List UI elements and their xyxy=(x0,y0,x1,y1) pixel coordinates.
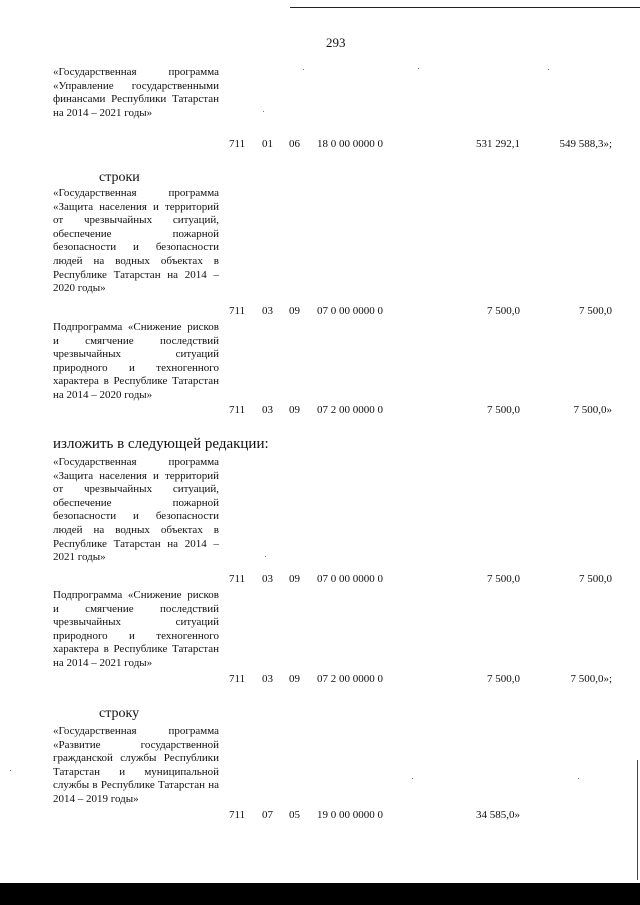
target-item-code: 07 2 00 0000 0 xyxy=(317,404,383,416)
subsection-code: 05 xyxy=(289,809,300,821)
entry-description: «Государственная программа «Защита населения и территорий от чрезвычайных ситуаций, обеспечение пожарной безопасности и безопасности людей на водных объектах в Республике Татарстан на 2014 – 2020 годы» xyxy=(53,187,219,295)
entry-description: Подпрограмма «Снижение рисков и смягчение последствий чрезвычайных ситуаций природного и техногенного характера в Республике Татарстан на 2014 – 2020 годы» xyxy=(53,321,219,401)
scan-speck xyxy=(548,69,549,70)
amount-1: 7 500,0 xyxy=(487,573,520,585)
entry-description: «Государственная программа «Управление государственными финансами Республики Татарстан на 2014 – 2021 годы» xyxy=(53,66,219,119)
adm-code: 711 xyxy=(229,673,246,685)
amount-2: 7 500,0» xyxy=(573,404,612,416)
section-code: 03 xyxy=(262,573,273,585)
scan-speck xyxy=(265,556,266,557)
amount-1: 531 292,1 xyxy=(476,138,520,150)
scan-speck xyxy=(412,778,413,779)
amount-2: 7 500,0 xyxy=(579,573,612,585)
section-code: 03 xyxy=(262,305,273,317)
adm-code: 711 xyxy=(229,138,246,150)
amount-2: 549 588,3»; xyxy=(559,138,612,150)
page-number: 293 xyxy=(326,35,346,50)
section-heading: строки xyxy=(99,170,140,185)
table-row xyxy=(0,573,640,587)
target-item-code: 07 0 00 0000 0 xyxy=(317,305,383,317)
table-row xyxy=(0,305,640,319)
scan-speck xyxy=(10,770,11,771)
section-heading: строку xyxy=(99,706,140,721)
subsection-code: 09 xyxy=(289,673,300,685)
amount-1: 34 585,0» xyxy=(476,809,520,821)
adm-code: 711 xyxy=(229,404,246,416)
target-item-code: 07 0 00 0000 0 xyxy=(317,573,383,585)
table-row xyxy=(0,404,640,418)
scan-speck xyxy=(303,69,304,70)
subsection-code: 09 xyxy=(289,573,300,585)
target-item-code: 19 0 00 0000 0 xyxy=(317,809,383,821)
scan-speck xyxy=(418,68,419,69)
subsection-code: 06 xyxy=(289,138,300,150)
amount-1: 7 500,0 xyxy=(487,673,520,685)
scan-speck xyxy=(578,778,579,779)
table-row xyxy=(0,673,640,687)
adm-code: 711 xyxy=(229,305,246,317)
adm-code: 711 xyxy=(229,573,246,585)
entry-description: «Государственная программа «Развитие государственной гражданской службы Республики Татарстан и муниципальной службы в Республике Татарстан на 2014 – 2019 годы» xyxy=(53,725,219,805)
section-code: 07 xyxy=(262,809,273,821)
entry-description: Подпрограмма «Снижение рисков и смягчение последствий чрезвычайных ситуаций природного и техногенного характера в Республике Татарстан на 2014 – 2021 годы» xyxy=(53,589,219,669)
section-code: 03 xyxy=(262,673,273,685)
table-row xyxy=(0,138,640,152)
amount-1: 7 500,0 xyxy=(487,404,520,416)
target-item-code: 07 2 00 0000 0 xyxy=(317,673,383,685)
subsection-code: 09 xyxy=(289,305,300,317)
section-heading: изложить в следующей редакции: xyxy=(53,436,269,452)
amount-2: 7 500,0»; xyxy=(570,673,612,685)
scan-bottom-border xyxy=(0,883,640,905)
entry-description: «Государственная программа «Защита населения и территорий от чрезвычайных ситуаций, обеспечение пожарной безопасности и безопасности людей на водных объектах в Республике Татарстан на 2014 – 2021 годы» xyxy=(53,456,219,564)
scan-top-border xyxy=(290,7,640,8)
adm-code: 711 xyxy=(229,809,246,821)
table-row xyxy=(0,809,640,823)
subsection-code: 09 xyxy=(289,404,300,416)
scan-speck xyxy=(263,111,264,112)
amount-1: 7 500,0 xyxy=(487,305,520,317)
amount-2: 7 500,0 xyxy=(579,305,612,317)
section-code: 03 xyxy=(262,404,273,416)
target-item-code: 18 0 00 0000 0 xyxy=(317,138,383,150)
section-code: 01 xyxy=(262,138,273,150)
